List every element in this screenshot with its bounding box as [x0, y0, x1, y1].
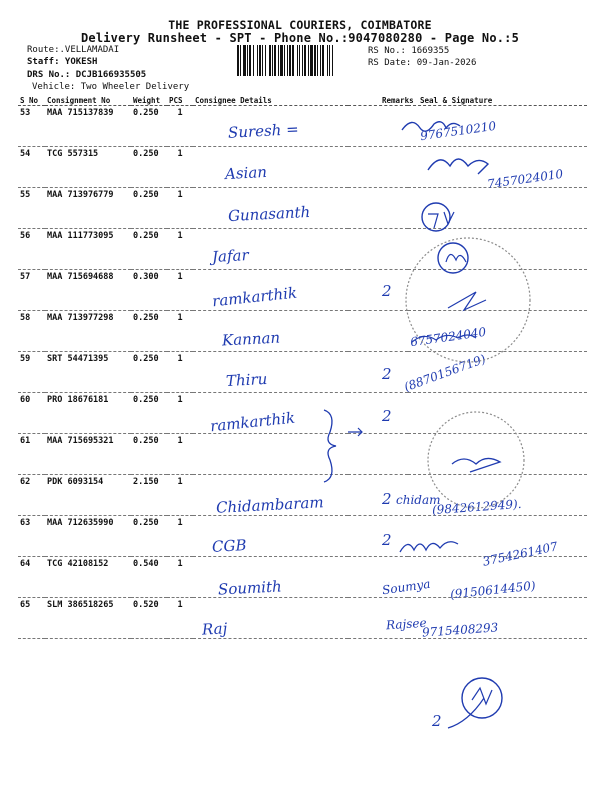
row-weight: 0.250 [131, 516, 167, 557]
row-consignee-cell [193, 516, 348, 557]
col-consignee: Consignee Details [193, 94, 348, 106]
table-row [18, 557, 587, 598]
row-pcs: 1 [167, 393, 193, 434]
row-consignment: MAA 715137839 [45, 106, 131, 147]
table-row [18, 598, 587, 639]
consignee-handwriting: Thiru [225, 369, 268, 391]
row-remarks-cell [348, 311, 408, 352]
table-row [18, 229, 587, 270]
row-consignee-cell [193, 311, 348, 352]
signature-name: Soumya [381, 576, 432, 598]
row-remarks-cell [348, 270, 408, 311]
row-weight: 0.540 [131, 557, 167, 598]
consignee-handwriting: Chidambaram [215, 492, 324, 517]
row-remarks-cell [348, 434, 408, 475]
row-remarks-cell [348, 475, 408, 516]
page-title: THE PROFESSIONAL COURIERS, COIMBATORE [168, 18, 432, 32]
row-pcs: 1 [167, 229, 193, 270]
signature-phone: (8870156719) [402, 351, 488, 395]
signature-phone: (9150614450) [449, 578, 537, 602]
signature-phone: 3754261407 [481, 539, 559, 569]
barcode [237, 45, 363, 76]
row-weight: 0.300 [131, 270, 167, 311]
row-pcs: 1 [167, 147, 193, 188]
row-consignee-cell [193, 352, 348, 393]
row-sign-cell [408, 475, 587, 516]
table-row [18, 434, 587, 475]
row-weight: 0.250 [131, 188, 167, 229]
row-sno: 62 [18, 475, 45, 516]
row-consignee-cell [193, 557, 348, 598]
signature-phone: 9767510210 [419, 118, 497, 144]
table-row [18, 106, 587, 147]
row-remarks-cell [348, 106, 408, 147]
rs-date: RS Date: 09-Jan-2026 [368, 58, 477, 68]
remark-mark: 2 [382, 489, 392, 508]
row-pcs: 1 [167, 106, 193, 147]
col-consignment: Consignment No [45, 94, 131, 106]
table-row [18, 311, 587, 352]
row-sno: 65 [18, 598, 45, 639]
consignee-handwriting: Kannan [221, 327, 281, 350]
row-weight: 2.150 [131, 475, 167, 516]
row-consignment: MAA 713977298 [45, 311, 131, 352]
row-remarks-cell [348, 598, 408, 639]
row-sign-cell [408, 311, 587, 352]
row-consignee-cell [193, 598, 348, 639]
vehicle-label: Vehicle: Two Wheeler Delivery [32, 82, 190, 92]
row-sno: 60 [18, 393, 45, 434]
consignee-handwriting: Asian [224, 162, 268, 183]
row-sign-cell [408, 188, 587, 229]
signature-scribble [472, 688, 492, 704]
remark-mark: 2 [382, 365, 392, 383]
row-remarks-cell [348, 393, 408, 434]
row-sign-cell [408, 434, 587, 475]
row-pcs: 1 [167, 352, 193, 393]
signature-circle [462, 678, 502, 718]
col-signature: Seal & Signature [408, 94, 587, 106]
row-pcs: 1 [167, 270, 193, 311]
row-consignment: MAA 715694688 [45, 270, 131, 311]
row-weight: 0.250 [131, 147, 167, 188]
row-consignee-cell [193, 393, 348, 434]
row-weight: 0.250 [131, 393, 167, 434]
row-weight: 0.250 [131, 352, 167, 393]
row-consignment: MAA 712635990 [45, 516, 131, 557]
row-sign-cell [408, 393, 587, 434]
row-consignee-cell [193, 147, 348, 188]
table-row [18, 270, 587, 311]
table-header [18, 94, 587, 106]
row-weight: 0.250 [131, 311, 167, 352]
row-consignee-cell [193, 229, 348, 270]
table-row [18, 352, 587, 393]
row-consignment: SLM 386518265 [45, 598, 131, 639]
signature-scribble [448, 698, 484, 728]
row-sign-cell [408, 516, 587, 557]
row-pcs: 1 [167, 557, 193, 598]
consignee-handwriting: Jafar [211, 245, 250, 266]
signature-name: chidam [396, 493, 441, 507]
signature-name: Rajsee [385, 615, 427, 633]
row-sign-cell [408, 106, 587, 147]
route-label: Route:.VELLAMADAI [27, 45, 120, 55]
table-row [18, 147, 587, 188]
row-consignment: MAA 715695321 [45, 434, 131, 475]
row-remarks-cell [348, 516, 408, 557]
barcode-bar [333, 45, 335, 76]
signature-phone: 9715408293 [421, 620, 499, 640]
row-sign-cell [408, 147, 587, 188]
signature-phone: 6757024040 [409, 324, 487, 350]
signature-phone: 7457024010 [486, 166, 564, 192]
row-weight: 0.250 [131, 229, 167, 270]
delivery-mark: 2 [432, 712, 442, 730]
row-remarks-cell [348, 352, 408, 393]
remark-mark: 2 [382, 282, 392, 300]
row-remarks-cell [348, 557, 408, 598]
col-sno: S No [18, 94, 45, 106]
row-consignee-cell [193, 270, 348, 311]
consignee-handwriting: ramkarthik [211, 283, 298, 311]
row-consignment: PDK 6093154 [45, 475, 131, 516]
row-consignment: SRT 54471395 [45, 352, 131, 393]
row-consignee-cell [193, 106, 348, 147]
row-sno: 54 [18, 147, 45, 188]
row-consignment: MAA 111773095 [45, 229, 131, 270]
table-row [18, 188, 587, 229]
runsheet-table [18, 94, 587, 639]
row-weight: 0.250 [131, 106, 167, 147]
staff-label: Staff: YOKESH [27, 57, 98, 67]
col-weight: Weight [131, 94, 167, 106]
table-row [18, 475, 587, 516]
row-sno: 59 [18, 352, 45, 393]
row-consignee-cell [193, 188, 348, 229]
row-weight: 0.250 [131, 434, 167, 475]
col-pcs: PCS [167, 94, 193, 106]
row-sno: 58 [18, 311, 45, 352]
consignee-handwriting: Suresh = [227, 120, 300, 142]
consignee-handwriting: Raj [201, 619, 228, 639]
row-remarks-cell [348, 147, 408, 188]
row-consignment: TCG 42108152 [45, 557, 131, 598]
table-row [18, 393, 587, 434]
row-pcs: 1 [167, 311, 193, 352]
row-remarks-cell [348, 188, 408, 229]
drs-label: DRS No.: DCJB166935505 [27, 70, 147, 80]
row-consignee-cell [193, 475, 348, 516]
row-sno: 64 [18, 557, 45, 598]
consignee-handwriting: Soumith [217, 576, 283, 599]
remark-mark: 2 [382, 406, 392, 425]
row-remarks-cell [348, 229, 408, 270]
row-consignment: TCG 557315 [45, 147, 131, 188]
row-sno: 57 [18, 270, 45, 311]
consignee-handwriting: CGB [211, 536, 247, 556]
row-consignment: PRO 18676181 [45, 393, 131, 434]
row-consignment: MAA 713976779 [45, 188, 131, 229]
signature-phone: (9842612949). [431, 496, 522, 518]
row-consignee-cell [193, 434, 348, 475]
row-weight: 0.520 [131, 598, 167, 639]
consignee-handwriting: ramkarthik [209, 408, 296, 435]
row-sign-cell [408, 598, 587, 639]
consignee-handwriting: Gunasanth [227, 202, 311, 226]
row-sno: 61 [18, 434, 45, 475]
page-subtitle: Delivery Runsheet - SPT - Phone No.:9047080280 - Page No.:5 [80, 31, 520, 45]
row-pcs: 1 [167, 516, 193, 557]
row-sno: 63 [18, 516, 45, 557]
row-pcs: 1 [167, 475, 193, 516]
row-sign-cell [408, 557, 587, 598]
row-sno: 53 [18, 106, 45, 147]
table-row [18, 516, 587, 557]
row-sign-cell [408, 229, 587, 270]
row-pcs: 1 [167, 188, 193, 229]
row-sno: 55 [18, 188, 45, 229]
rs-number: RS No.: 1669355 [368, 46, 450, 56]
row-sign-cell [408, 270, 587, 311]
row-pcs: 1 [167, 434, 193, 475]
col-remarks: Remarks [348, 94, 408, 106]
row-pcs: 1 [167, 598, 193, 639]
row-sign-cell [408, 352, 587, 393]
row-sno: 56 [18, 229, 45, 270]
remark-mark: 2 [382, 531, 392, 549]
